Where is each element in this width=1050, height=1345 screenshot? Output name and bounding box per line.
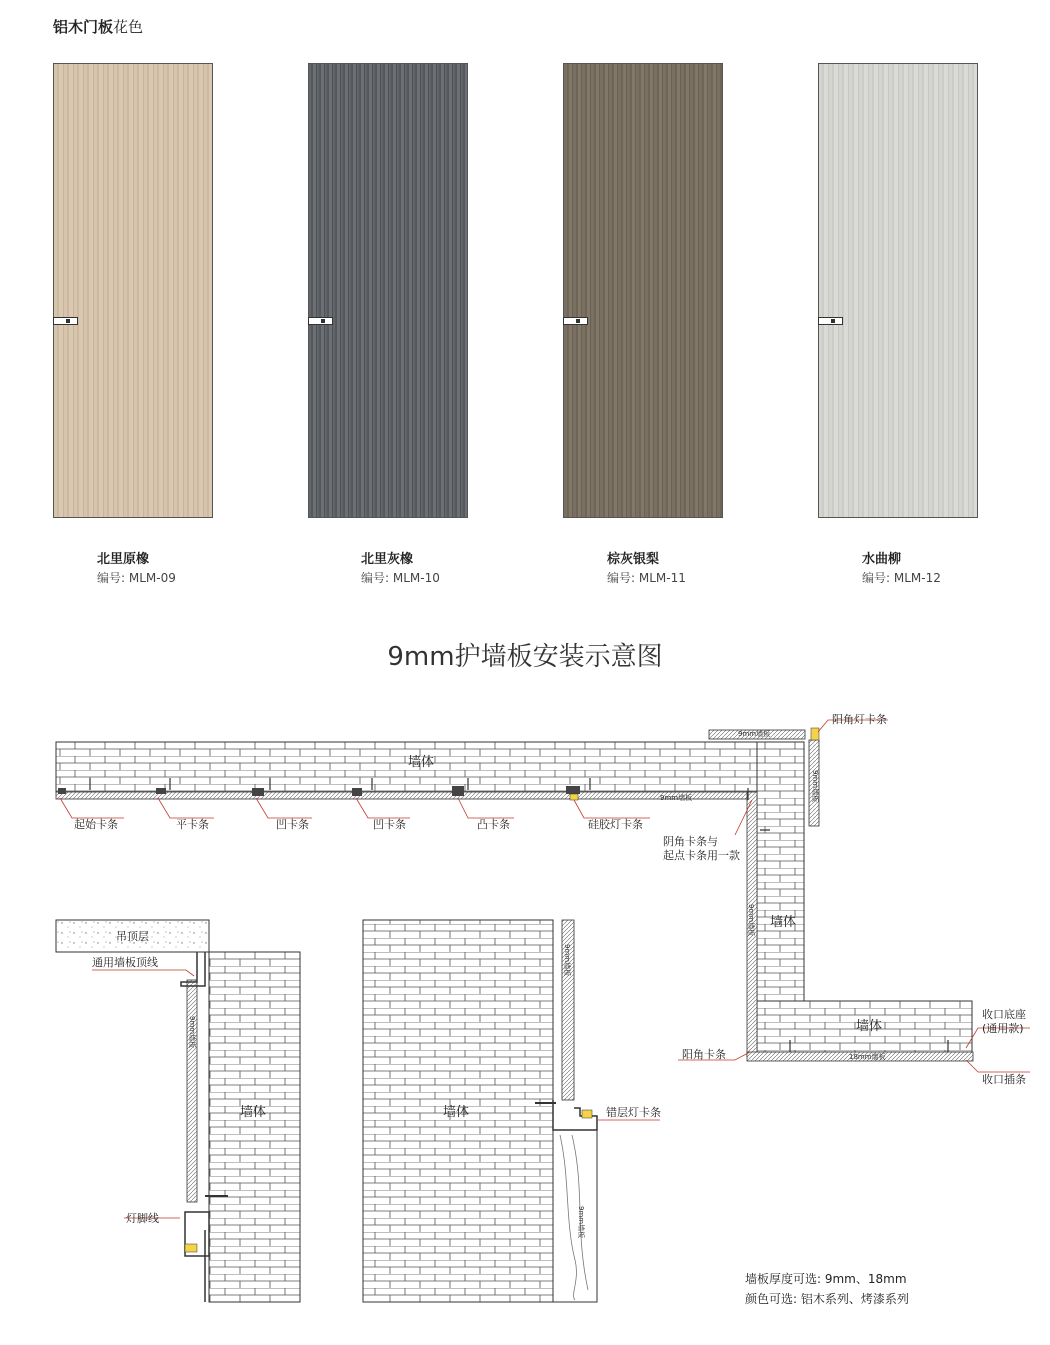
label-closing-insert: 收口插条 [982, 1073, 1026, 1086]
label-closing-base-2: (通用款) [982, 1022, 1024, 1035]
label-ceiling-layer: 吊顶层 [116, 930, 149, 943]
spec-notes: 墙板厚度可选: 9mm、18mm 颜色可选: 铝木系列、烤漆系列 [745, 1272, 909, 1306]
wood-layer [553, 1130, 597, 1302]
label-closing-base-1: 收口底座 [982, 1008, 1026, 1021]
panel-label: 9mm墙板 [660, 794, 693, 802]
panel-label: 9mm墙板 [577, 1206, 585, 1239]
label-outer-corner-light-clip: 阳角灯卡条 [832, 713, 887, 726]
label-top-line: 通用墙板顶线 [92, 956, 158, 969]
label-inner-corner-1: 阴角卡条与 [663, 835, 718, 848]
door-caption-3: 棕灰银梨 编号: MLM-11 [607, 552, 686, 585]
wall-section-left [209, 952, 300, 1302]
wall-label-section-middle: 墙体 [443, 1105, 470, 1120]
door-caption-2: 北里灰橡 编号: MLM-10 [361, 552, 440, 585]
label-baseboard-light: 灯脚线 [126, 1212, 159, 1225]
label-concave-clip: 凹卡条 [276, 818, 309, 831]
wall-label-bottom: 墙体 [856, 1019, 883, 1034]
label-staggered-light-clip: 错层灯卡条 [606, 1106, 661, 1119]
wall-label-vertical: 墙体 [770, 915, 797, 930]
wall-label-section-left: 墙体 [240, 1105, 267, 1120]
label-inner-corner-2: 起点卡条用一款 [663, 849, 740, 862]
label-start-clip: 起始卡条 [74, 818, 118, 831]
section-title: 铝木门板花色 [53, 18, 144, 36]
diagram-title: 9mm护墙板安装示意图 [387, 642, 663, 672]
label-silicone-light-clip: 硅胶灯卡条 [588, 818, 643, 831]
panel-section-left [187, 980, 197, 1202]
wall-label-top: 墙体 [408, 755, 435, 770]
label-convex-clip: 凸卡条 [477, 818, 510, 831]
panel-label: 9mm墙板 [563, 944, 571, 977]
door-caption-4: 水曲柳 编号: MLM-12 [862, 552, 941, 585]
label-concave-clip: 凹卡条 [373, 818, 406, 831]
panel-label: 9mm墙板 [747, 904, 755, 937]
label-outer-corner-clip: 阳角卡条 [682, 1048, 726, 1061]
panel-label: 9mm墙板 [811, 770, 819, 803]
label-flat-clip: 平卡条 [176, 818, 209, 831]
door-caption-1: 北里原橡 编号: MLM-09 [97, 552, 176, 585]
panel-label: 18mm墙板 [849, 1053, 886, 1061]
panel-label: 9mm墙板 [738, 730, 771, 738]
panel-label: 9mm墙板 [188, 1016, 196, 1049]
